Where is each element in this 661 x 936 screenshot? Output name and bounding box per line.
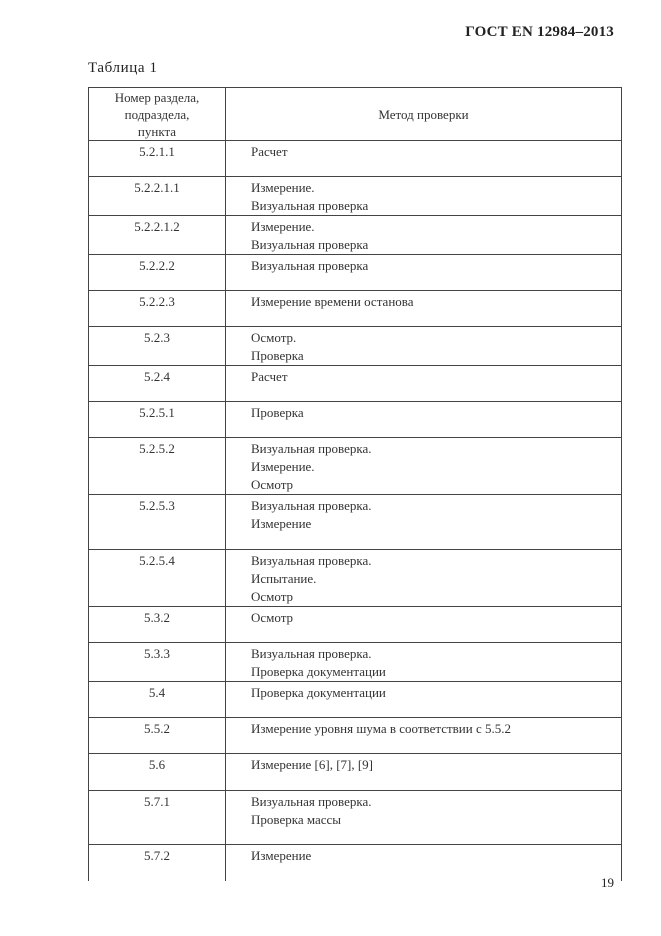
method-cell bbox=[226, 141, 622, 177]
method-line: Визуальная проверка. bbox=[251, 794, 372, 809]
table-row bbox=[89, 607, 622, 643]
method-cell bbox=[226, 718, 622, 754]
method-cell bbox=[226, 216, 622, 255]
table-row bbox=[89, 327, 622, 366]
standard-code: ГОСТ EN 12984–2013 bbox=[465, 24, 614, 40]
method-line: Визуальная проверка. bbox=[251, 646, 372, 661]
method-cell bbox=[226, 643, 622, 682]
table-row bbox=[89, 402, 622, 438]
method-cell bbox=[226, 177, 622, 216]
method-cell bbox=[226, 791, 622, 845]
table-row bbox=[89, 643, 622, 682]
method-cell bbox=[226, 754, 622, 791]
column-header-section-number bbox=[89, 88, 226, 141]
method-line: Измерение. bbox=[251, 219, 315, 234]
table-row bbox=[89, 216, 622, 255]
method-line: Осмотр bbox=[251, 589, 294, 604]
method-line: Визуальная проверка. bbox=[251, 498, 372, 513]
table-row bbox=[89, 177, 622, 216]
section-number-cell: 5.2.1.1 bbox=[89, 141, 226, 177]
section-number-cell: 5.2.2.3 bbox=[89, 291, 226, 327]
table-row bbox=[89, 141, 622, 177]
method-cell bbox=[226, 366, 622, 402]
table-row bbox=[89, 791, 622, 845]
section-number-cell: 5.2.5.1 bbox=[89, 402, 226, 438]
page-number: 19 bbox=[601, 875, 614, 890]
verification-methods-table bbox=[88, 87, 622, 881]
section-number-cell: 5.3.2 bbox=[89, 607, 226, 643]
section-number-cell: 5.2.5.3 bbox=[89, 495, 226, 550]
section-number-cell: 5.7.2 bbox=[89, 845, 226, 881]
method-line: Измерение. bbox=[251, 459, 315, 474]
table-header-row bbox=[89, 88, 622, 141]
table-body bbox=[89, 141, 622, 881]
method-line: Измерение bbox=[251, 516, 312, 531]
section-number-cell: 5.5.2 bbox=[89, 718, 226, 754]
method-line: Визуальная проверка. bbox=[251, 441, 372, 456]
method-cell bbox=[226, 255, 622, 291]
table-row bbox=[89, 754, 622, 791]
method-line: Измерение уровня шума в соответствии с 5.5.2 bbox=[251, 721, 511, 736]
method-line: Проверка массы bbox=[251, 812, 342, 827]
method-cell bbox=[226, 402, 622, 438]
method-cell bbox=[226, 438, 622, 495]
table-row bbox=[89, 366, 622, 402]
section-number-cell: 5.2.5.4 bbox=[89, 550, 226, 607]
section-number-cell: 5.3.3 bbox=[89, 643, 226, 682]
method-cell bbox=[226, 327, 622, 366]
method-line: Проверка bbox=[251, 348, 304, 363]
column-header-method: Метод проверки bbox=[226, 88, 622, 141]
table-row bbox=[89, 291, 622, 327]
method-line: Испытание. bbox=[251, 571, 317, 586]
method-line: Измерение [6], [7], [9] bbox=[251, 757, 374, 772]
table-row bbox=[89, 718, 622, 754]
method-line: Осмотр bbox=[251, 610, 294, 625]
section-number-cell: 5.2.2.1.1 bbox=[89, 177, 226, 216]
column-header-line: подраздела, bbox=[124, 106, 190, 122]
table-row bbox=[89, 255, 622, 291]
method-line: Визуальная проверка bbox=[251, 198, 369, 213]
table-caption: Таблица 1 bbox=[88, 60, 158, 76]
method-line: Расчет bbox=[251, 144, 288, 159]
method-cell bbox=[226, 845, 622, 881]
section-number-cell: 5.2.3 bbox=[89, 327, 226, 366]
method-line: Проверка документации bbox=[251, 685, 386, 700]
method-line: Осмотр. bbox=[251, 330, 297, 345]
method-line: Осмотр bbox=[251, 477, 294, 492]
method-line: Измерение bbox=[251, 848, 312, 863]
method-cell bbox=[226, 682, 622, 718]
method-line: Измерение времени останова bbox=[251, 294, 414, 309]
section-number-cell: 5.2.2.2 bbox=[89, 255, 226, 291]
method-line: Проверка bbox=[251, 405, 304, 420]
column-header-line: пункта bbox=[137, 123, 177, 139]
method-cell bbox=[226, 291, 622, 327]
method-line: Проверка документации bbox=[251, 664, 386, 679]
section-number-cell: 5.2.4 bbox=[89, 366, 226, 402]
method-line: Визуальная проверка. bbox=[251, 553, 372, 568]
section-number-cell: 5.2.2.1.2 bbox=[89, 216, 226, 255]
method-line: Расчет bbox=[251, 369, 288, 384]
table-row bbox=[89, 682, 622, 718]
column-header-line: Номер раздела, bbox=[114, 89, 200, 105]
table-row bbox=[89, 845, 622, 881]
method-line: Визуальная проверка bbox=[251, 237, 369, 252]
method-cell bbox=[226, 607, 622, 643]
table-row bbox=[89, 438, 622, 495]
method-line: Измерение. bbox=[251, 180, 315, 195]
method-cell bbox=[226, 550, 622, 607]
method-line: Визуальная проверка bbox=[251, 258, 369, 273]
section-number-cell: 5.7.1 bbox=[89, 791, 226, 845]
section-number-cell: 5.2.5.2 bbox=[89, 438, 226, 495]
table-row bbox=[89, 495, 622, 550]
table-row bbox=[89, 550, 622, 607]
section-number-cell: 5.4 bbox=[89, 682, 226, 718]
section-number-cell: 5.6 bbox=[89, 754, 226, 791]
method-cell bbox=[226, 495, 622, 550]
